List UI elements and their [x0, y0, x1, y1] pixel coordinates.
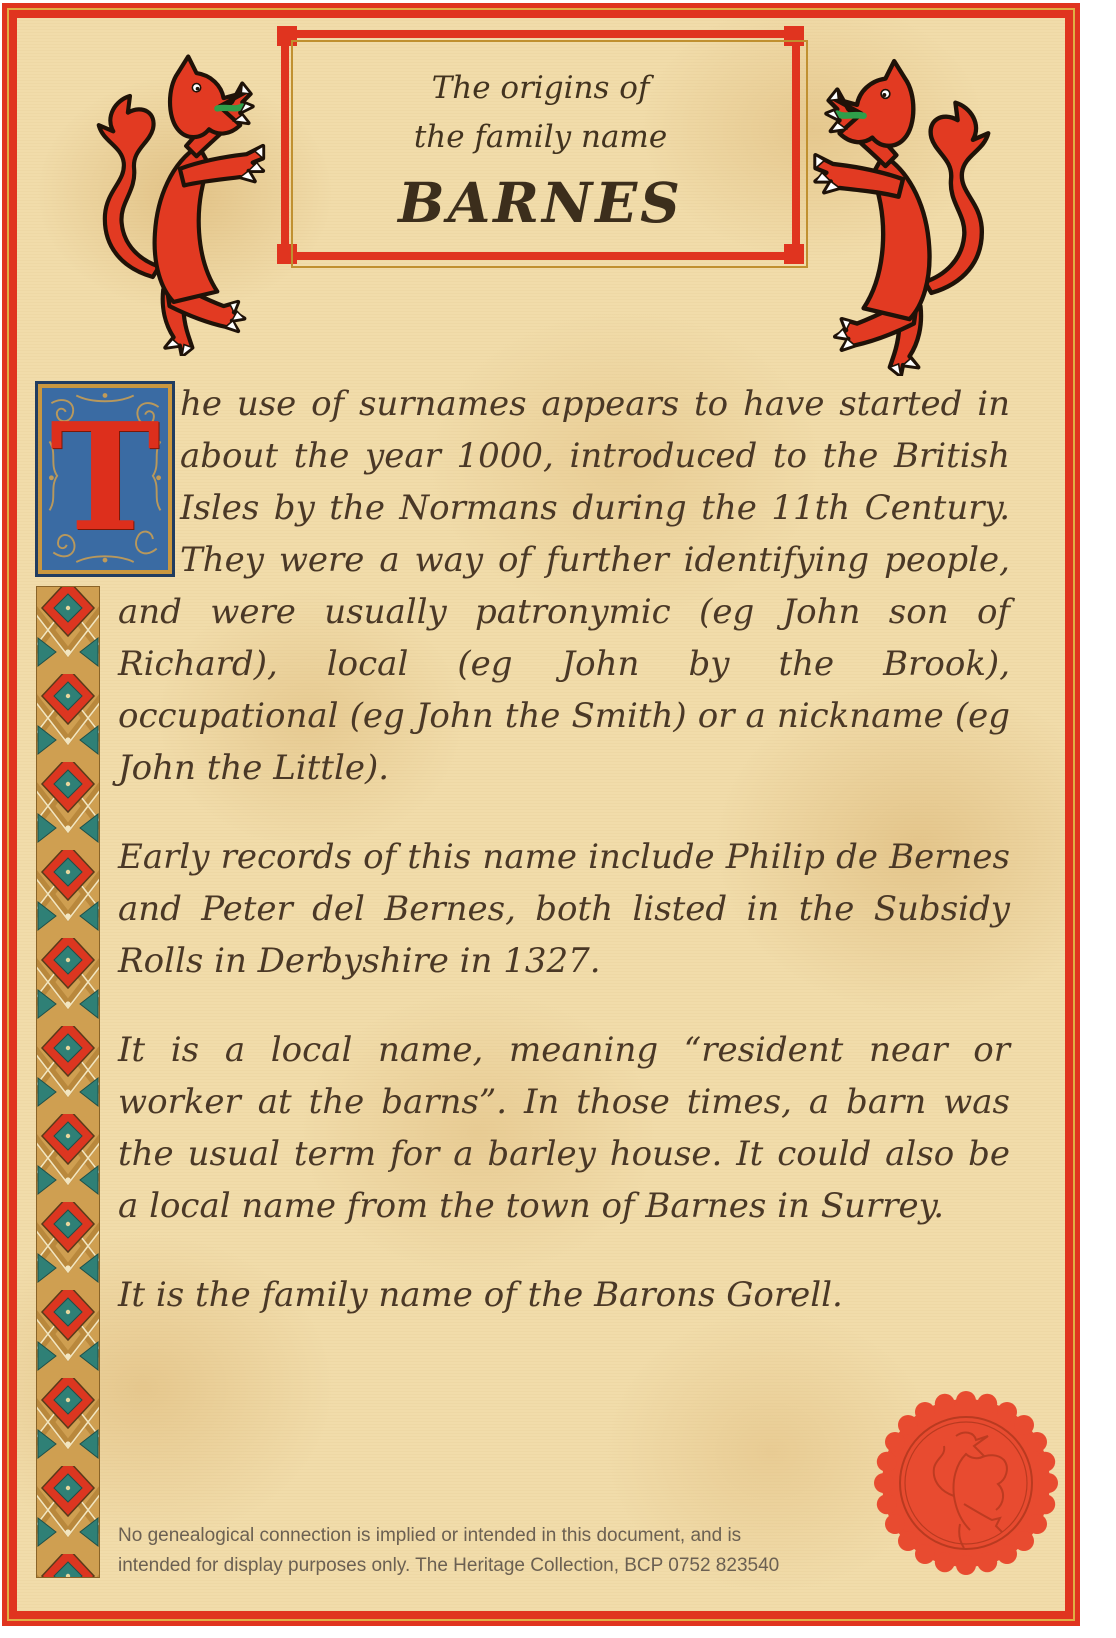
- paragraph-1-text: he use of surnames appears to have started in about the year 1000, introduced to the British Isles by the Normans during the 11th Century. They were a way of further identifying people, and were usually patronymic (eg John son of Richard), local (eg John by the Brook), occupational (eg John the Smith) or a nickname (eg John the Little).: [118, 384, 1010, 788]
- paragraph-1: [118, 378, 1010, 794]
- body-text: [118, 378, 1010, 1358]
- disclaimer-line-2: intended for display purposes only. The Heritage Collection, BCP 0752 823540: [118, 1555, 780, 1576]
- paragraph-4: It is the family name of the Barons Gorell.: [118, 1275, 843, 1315]
- lion-rampant-left-icon: [26, 44, 288, 356]
- title-frame-corner-step: [784, 26, 804, 46]
- wax-seal-icon: [868, 1384, 1064, 1584]
- title-frame-corner-step: [277, 244, 297, 264]
- footer-disclaimer: [118, 1521, 838, 1581]
- title-line-2: the family name: [413, 119, 668, 155]
- dropcap-letter: T: [49, 390, 161, 564]
- title-line-1: The origins of: [431, 70, 650, 106]
- celtic-border-strip: [36, 586, 100, 1578]
- lion-rampant-right-icon: [793, 48, 1061, 376]
- title-box: [281, 30, 800, 260]
- title-frame-corner-step: [277, 26, 297, 46]
- surname-title: BARNES: [398, 170, 683, 235]
- title-frame-corner-step: [784, 244, 804, 264]
- paragraph-3: It is a local name, meaning “resident near or worker at the barns”. In those times, a barn was the usual term for a barley house. It could also be a local name from the town of Barnes in Surrey.: [118, 1030, 1010, 1226]
- disclaimer-line-1: No genealogical connection is implied or intended in this document, and is: [118, 1525, 742, 1546]
- dropcap-flow-spacer: [118, 378, 180, 578]
- paragraph-2: Early records of this name include Philip de Bernes and Peter del Bernes, both listed in the Subsidy Rolls in Derbyshire in 1327.: [118, 837, 1010, 981]
